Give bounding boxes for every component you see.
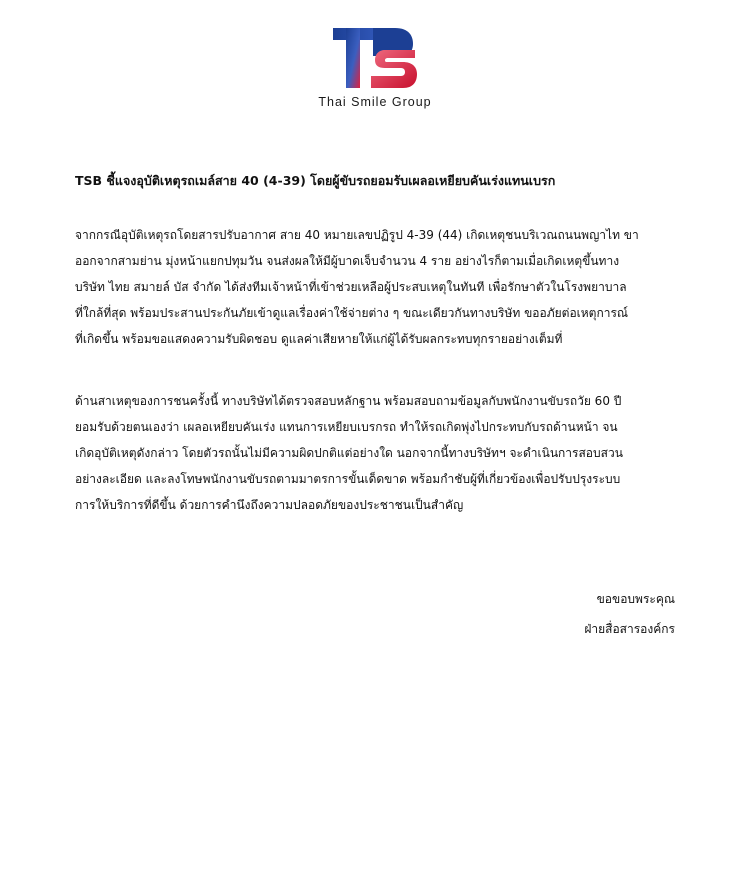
paragraph-incident <box>75 222 685 352</box>
signature-department: ฝ่ายสื่อสารองค์กร <box>584 622 675 636</box>
paragraph-line: บริษัท ไทย สมายล์ บัส จำกัด ได้ส่งทีมเจ้าหน้าที่เข้าช่วยเหลือผู้ประสบเหตุในทันที เพื่อรักษาตัวในโรงพยาบาล <box>75 280 627 294</box>
closing-thanks: ขอขอบพระคุณ <box>596 592 675 606</box>
paragraph-line: การให้บริการที่ดีขึ้น ด้วยการคำนึงถึงความปลอดภัยของประชาชนเป็นสำคัญ <box>75 498 464 512</box>
paragraph-line: ยอมรับด้วยตนเองว่า เผลอเหยียบคันเร่ง แทนการเหยียบเบรกรถ ทำให้รถเกิดพุ่งไปกระทบกับรถด้านหน้า จน <box>75 420 618 434</box>
paragraph-line: เกิดอุบัติเหตุดังกล่าว โดยตัวรถนั้นไม่มีความผิดปกติแต่อย่างใด นอกจากนี้ทางบริษัทฯ จะดำเนินการสอบสวน <box>75 446 623 460</box>
paragraph-line: ที่เกิดขึ้น พร้อมขอแสดงความรับผิดชอบ ดูแลค่าเสียหายให้แก่ผู้ได้รับผลกระทบทุกรายอย่างเต็มที่ <box>75 332 563 346</box>
paragraph-line: ที่ใกล้ที่สุด พร้อมประสานประกันภัยเข้าดูแลเรื่องค่าใช้จ่ายต่าง ๆ ขณะเดียวกันทางบริษัท ขออภัยต่อเหตุการณ์ <box>75 306 629 320</box>
brand-name: Thai Smile Group <box>318 95 432 109</box>
tsb-logo-icon <box>331 26 417 90</box>
paragraph-line: อย่างละเอียด และลงโทษพนักงานขับรถตามมาตรการขั้นเด็ดขาด พร้อมกำชับผู้ที่เกี่ยวข้องเพื่อปรับปรุงระบบ <box>75 472 621 486</box>
paragraph-line: ออกจากสามย่าน มุ่งหน้าแยกปทุมวัน จนส่งผลให้มีผู้บาดเจ็บจำนวน 4 ราย อย่างไรก็ตามเมื่อเกิดเหตุขึ้นทาง <box>75 254 620 268</box>
paragraph-line: ด้านสาเหตุของการชนครั้งนี้ ทางบริษัทได้ตรวจสอบหลักฐาน พร้อมสอบถามข้อมูลกับพนักงานขับรถวัย 60 ปี <box>75 394 622 408</box>
company-logo <box>331 26 417 90</box>
paragraph-line: จากกรณีอุบัติเหตุรถโดยสารปรับอากาศ สาย 40 หมายเลขปฏิรูป 4-39 (44) เกิดเหตุชนบริเวณถนนพญาไท ขา <box>75 228 639 242</box>
press-release-headline: TSB ชี้แจงอุบัติเหตุรถเมล์สาย 40 (4-39) โดยผู้ขับรถยอมรับเผลอเหยียบคันเร่งแทนเบรก <box>75 173 556 188</box>
paragraph-cause <box>75 388 685 518</box>
